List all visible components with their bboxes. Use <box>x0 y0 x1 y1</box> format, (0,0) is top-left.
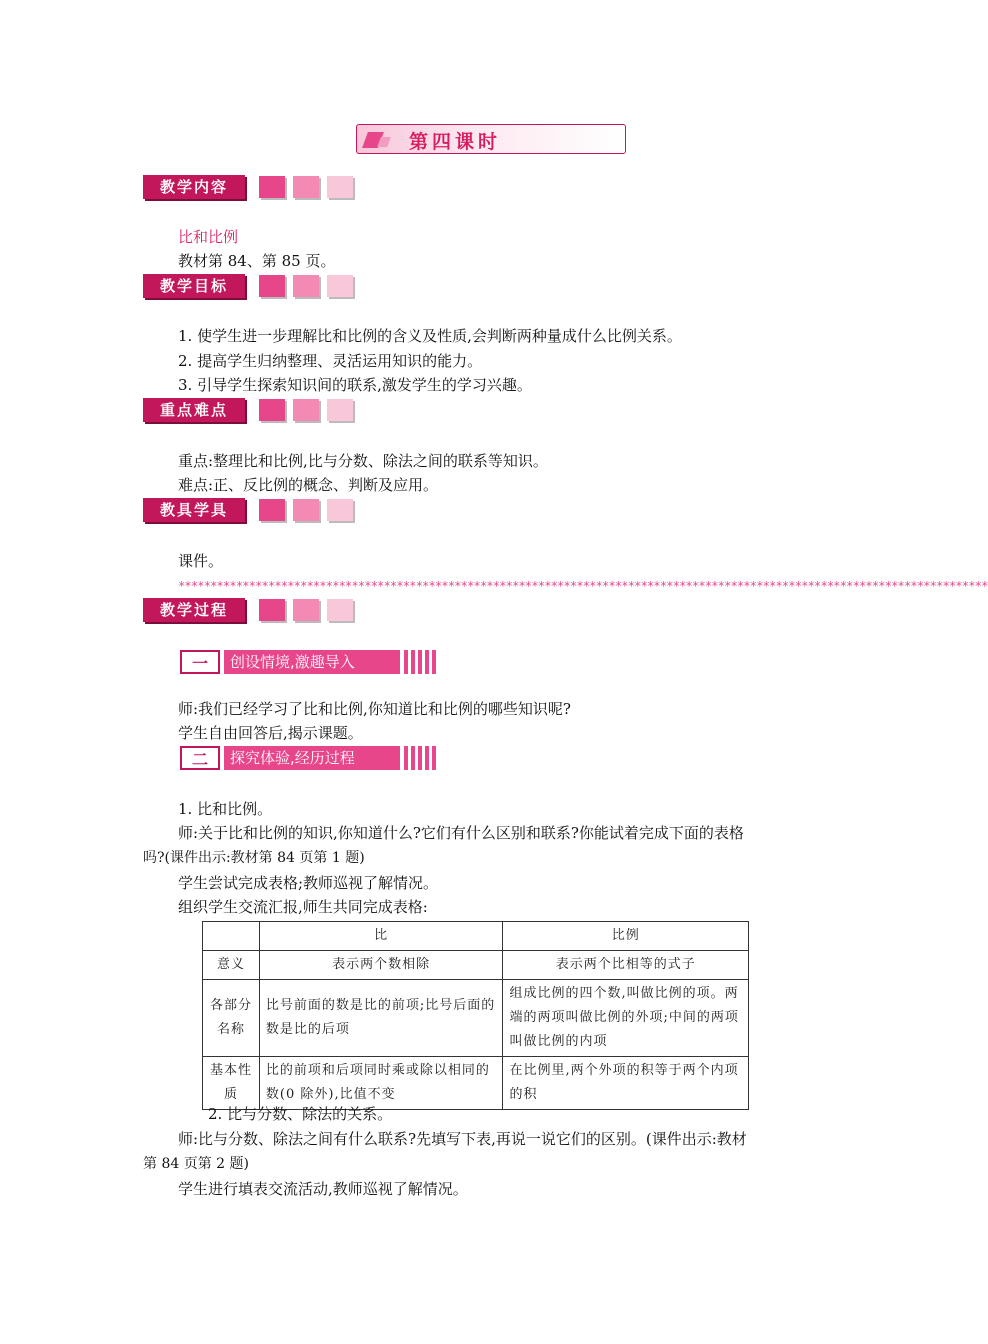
part2-line: 学生进行填表交流活动,教师巡视了解情况。 <box>178 1180 468 1198</box>
table-cell: 比号前面的数是比的前项;比号后面的数是比的后项 <box>259 980 503 1057</box>
decor-square <box>327 499 353 521</box>
decor-square <box>259 176 285 198</box>
table-cell: 在比例里,两个外项的积等于两个内项的积 <box>503 1057 749 1110</box>
decor-bar <box>418 650 422 674</box>
decor-square <box>259 499 285 521</box>
table-header: 比例 <box>503 922 749 951</box>
table-row <box>203 951 749 980</box>
decor-square <box>293 399 319 421</box>
key-point: 重点:整理比和比例,比与分数、除法之间的联系等知识。 <box>178 452 548 470</box>
star-divider: ****************************************************************************************************************************** <box>178 579 988 593</box>
decor-bar <box>425 650 429 674</box>
difficult-point: 难点:正、反比例的概念、判断及应用。 <box>178 476 439 494</box>
intro-line: 学生自由回答后,揭示课题。 <box>178 724 363 742</box>
part1-line: 组织学生交流汇报,师生共同完成表格: <box>178 898 428 916</box>
tools-text: 课件。 <box>178 552 224 570</box>
step-title: 创设情境,激趣导入 <box>224 650 400 674</box>
goal-item: 1. 使学生进一步理解比和比例的含义及性质,会判断两种量成什么比例关系。 <box>178 327 682 345</box>
part1-question: 师:关于比和比例的知识,你知道什么?它们有什么区别和联系?你能试着完成下面的表格 <box>178 824 744 842</box>
decor-square <box>259 275 285 297</box>
decor-bar <box>411 650 415 674</box>
banner-decoration-small <box>377 137 391 147</box>
part2-heading: 2. 比与分数、除法的关系。 <box>208 1105 393 1123</box>
decor-square <box>327 176 353 198</box>
decor-square <box>293 599 319 621</box>
row-label: 基本性质 <box>203 1057 260 1110</box>
step-banner-one <box>180 650 438 676</box>
decor-bar <box>432 650 436 674</box>
decor-square <box>293 176 319 198</box>
decor-bar <box>432 746 436 770</box>
decor-bar <box>418 746 422 770</box>
decor-square <box>327 599 353 621</box>
decor-bar <box>411 746 415 770</box>
decor-bar <box>404 650 408 674</box>
comparison-table <box>202 921 749 1110</box>
table-header: 比 <box>259 922 503 951</box>
step-number: 一 <box>180 650 220 674</box>
step-banner-two <box>180 746 438 772</box>
step-number: 二 <box>180 746 220 770</box>
part2-question-cont: 第 84 页第 2 题) <box>143 1156 249 1172</box>
table-cell: 比的前项和后项同时乘或除以相同的数(0 除外),比值不变 <box>259 1057 503 1110</box>
table-header-row <box>203 922 749 951</box>
table-cell: 表示两个数相除 <box>259 951 503 980</box>
part1-heading: 1. 比和比例。 <box>178 800 273 818</box>
lesson-title: 第四课时 <box>409 131 502 153</box>
decor-bar <box>404 746 408 770</box>
table-row <box>203 1057 749 1110</box>
section-label: 教学目标 <box>143 274 245 298</box>
decor-square <box>259 399 285 421</box>
step-title: 探究体验,经历过程 <box>224 746 400 770</box>
table-cell: 组成比例的四个数,叫做比例的项。两端的两项叫做比例的外项;中间的两项叫做比例的内项 <box>503 980 749 1057</box>
decor-square <box>327 399 353 421</box>
intro-line: 师:我们已经学习了比和比例,你知道比和比例的哪些知识呢? <box>178 700 571 718</box>
decor-square <box>259 599 285 621</box>
row-label: 各部分名称 <box>203 980 260 1057</box>
section-label: 重点难点 <box>143 398 245 422</box>
decor-square <box>293 499 319 521</box>
section-label: 教学过程 <box>143 598 245 622</box>
table-row <box>203 980 749 1057</box>
table-header <box>203 922 260 951</box>
goal-item: 3. 引导学生探索知识间的联系,激发学生的学习兴趣。 <box>178 376 532 394</box>
decor-bar <box>425 746 429 770</box>
section-label: 教具学具 <box>143 498 245 522</box>
part1-question-cont: 吗?(课件出示:教材第 84 页第 1 题) <box>143 850 365 866</box>
part2-question: 师:比与分数、除法之间有什么联系?先填写下表,再说一说它们的区别。(课件出示:教材 <box>178 1130 747 1148</box>
part1-line: 学生尝试完成表格;教师巡视了解情况。 <box>178 874 439 892</box>
goal-item: 2. 提高学生归纳整理、灵活运用知识的能力。 <box>178 352 483 370</box>
row-label: 意义 <box>203 951 260 980</box>
section-label: 教学内容 <box>143 175 245 199</box>
content-topic: 比和比例 <box>178 228 239 246</box>
content-pages: 教材第 84、第 85 页。 <box>178 252 336 270</box>
lesson-title-banner <box>356 124 626 154</box>
decor-square <box>293 275 319 297</box>
decor-square <box>327 275 353 297</box>
table-cell: 表示两个比相等的式子 <box>503 951 749 980</box>
